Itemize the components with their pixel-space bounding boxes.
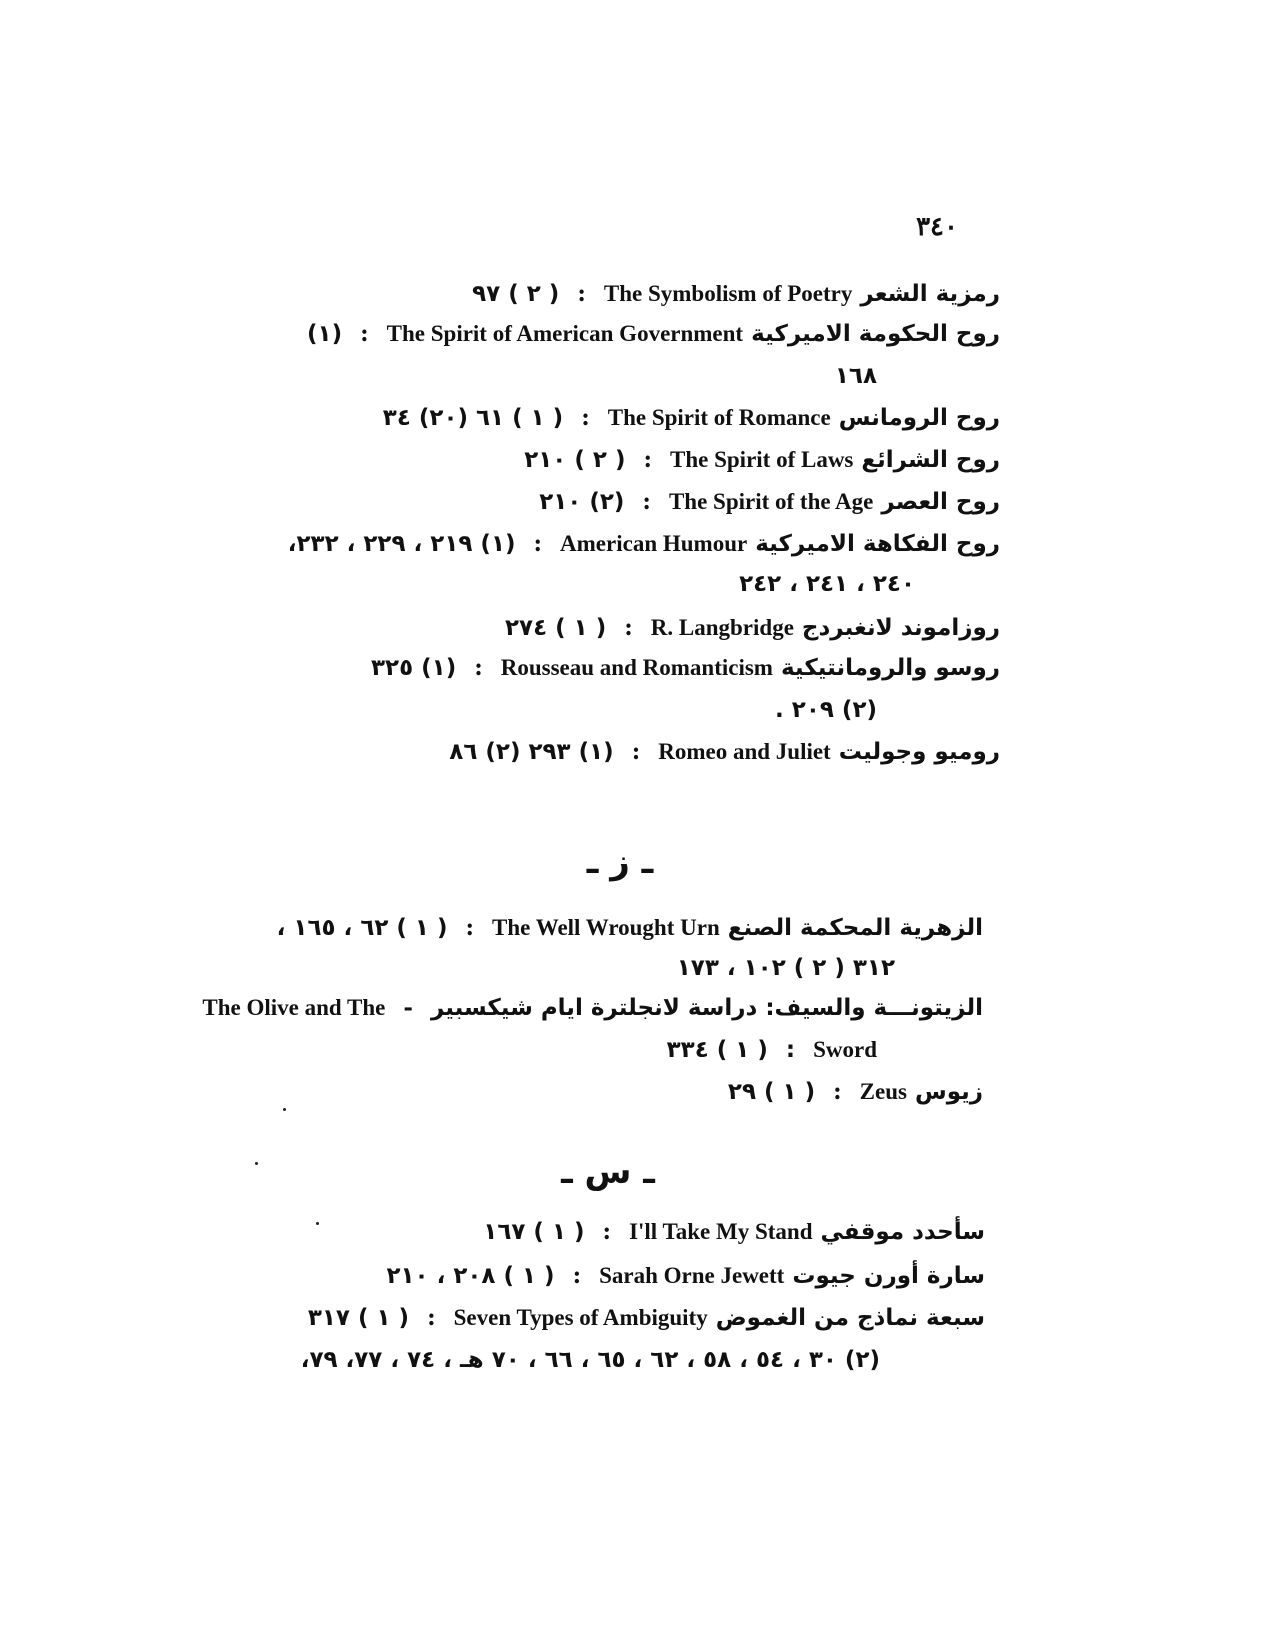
index-entry [277, 912, 983, 944]
entry-refs: (١) ٣٢٥ [371, 655, 457, 681]
index-entry [202, 992, 983, 1024]
entry-continuation: ٢٤٠ ، ٢٤١ ، ٢٤٢ [739, 571, 915, 597]
entry-english: R. Langbridge [650, 615, 794, 640]
colon-separator: : [643, 446, 652, 473]
entry-english: Zeus [859, 1079, 907, 1104]
entry-arabic: روح الفكاهة الاميركية [755, 531, 1000, 557]
entry-english: Seven Types of Ambiguity [453, 1305, 708, 1330]
entry-refs: (١) [307, 321, 343, 347]
colon-separator: : [785, 1037, 796, 1063]
index-entry [728, 1076, 983, 1108]
index-entry [307, 318, 1000, 350]
section-heading: ـ ز ـ [586, 842, 654, 882]
print-speck [316, 1222, 319, 1225]
colon-separator: : [360, 320, 369, 347]
index-entry [386, 1260, 985, 1292]
index-entry [524, 444, 1000, 476]
entry-refs: ( ١ ) ٣٣٤ [666, 1037, 768, 1063]
entry-english: American Humour [560, 531, 748, 556]
entry-english: The Spirit of the Age [668, 489, 874, 514]
entry-refs: ( ٢ ) ٢١٠ [524, 447, 626, 473]
colon-separator: : [577, 280, 586, 307]
entry-refs: ( ١ ) ٢٠٨ ، ٢١٠ [386, 1263, 555, 1289]
entry-continuation [667, 1034, 877, 1066]
entry-refs: ( ١ ) ١٦٧ [483, 1219, 585, 1245]
entry-refs: ( ١ ) ٦٢ ، ١٦٥ ، [276, 915, 448, 941]
entry-refs: ( ١ ) ٢٩ [727, 1079, 816, 1105]
entry-continuation: ١٦٨ [834, 363, 877, 389]
entry-arabic: سبعة نماذج من الغموض [715, 1305, 985, 1331]
entry-arabic: الزهرية المحكمة الصنع [727, 915, 983, 941]
entry-arabic: رمزية الشعر [860, 281, 1000, 307]
entry-continuation: (٢) ٣٠ ، ٥٤ ، ٥٨ ، ٦٢ ، ٦٥ ، ٦٦ ، ٧٠ هـ ، ٧٤ ، ٧٧، ٧٩، [300, 1347, 880, 1373]
colon-separator: : [642, 488, 651, 515]
entry-refs: (١) ٢٩٣ (٢) ٨٦ [449, 739, 614, 765]
entry-english: The Well Wrought Urn [492, 915, 720, 940]
index-entry [383, 402, 1000, 434]
index-entry [472, 278, 1000, 310]
entry-refs: ( ١ ) ٦١ (٢٠) ٣٤ [382, 405, 564, 431]
entry-arabic: روح الرومانس [838, 405, 1000, 431]
print-speck [283, 1108, 286, 1111]
index-entry [449, 736, 1000, 768]
entry-english: I'll Take My Stand [629, 1219, 813, 1244]
page-number: ٣٤٠ [916, 212, 958, 242]
entry-english: The Spirit of Romance [607, 405, 831, 430]
entry-english: Sarah Orne Jewett [599, 1263, 785, 1288]
entry-continuation: (٢) ٢٠٩ . [775, 697, 877, 723]
colon-separator: : [833, 1078, 842, 1105]
entry-arabic: سارة أورن جيوت [792, 1263, 985, 1289]
entry-arabic: روميو وجوليت [838, 739, 1000, 765]
dash-separator: - [403, 994, 413, 1021]
colon-separator: : [427, 1304, 436, 1331]
index-entry [483, 1216, 985, 1248]
colon-separator: : [474, 654, 483, 681]
index-entry [308, 1302, 985, 1334]
entry-english: Rousseau and Romanticism [500, 655, 773, 680]
entry-arabic: روزاموند لانغبردج [801, 615, 1000, 641]
print-speck [255, 1162, 258, 1165]
entry-english: The Spirit of Laws [670, 447, 854, 472]
entry-arabic: روح الحكومة الاميركية [751, 321, 1000, 347]
entry-continuation: ٣١٢ ( ٢ ) ١٠٢ ، ١٧٣ [676, 955, 895, 981]
entry-arabic: روح الشرائع [861, 447, 1000, 473]
entry-refs: ( ٢ ) ٩٧ [472, 281, 560, 307]
index-entry [288, 528, 1000, 560]
entry-arabic: روسو والرومانتيكية [780, 655, 1000, 681]
colon-separator: : [602, 1218, 612, 1245]
index-entry [505, 612, 1000, 644]
entry-english: The Spirit of American Government [386, 321, 744, 346]
colon-separator: : [572, 1262, 582, 1289]
entry-english: Romeo and Juliet [658, 739, 831, 764]
entry-arabic: روح العصر [881, 489, 1000, 515]
entry-arabic: سأحدد موقفي [820, 1219, 985, 1245]
entry-arabic: الزيتونـــة والسيف: دراسة لانجلترة ايام شيكسبير [430, 995, 983, 1021]
entry-refs: (٢) ٢١٠ [539, 489, 625, 515]
entry-english-continuation: Sword [813, 1037, 877, 1062]
colon-separator: : [533, 530, 543, 557]
section-heading: ـ س ـ [561, 1152, 655, 1192]
entry-english: The Symbolism of Poetry [603, 281, 853, 306]
entry-arabic: زيوس [914, 1079, 983, 1105]
entry-refs: ( ١ ) ٣١٧ [307, 1305, 410, 1331]
colon-separator: : [581, 404, 590, 431]
index-entry [539, 486, 1000, 518]
colon-separator: : [624, 614, 633, 641]
entry-english: The Olive and The [202, 995, 386, 1020]
colon-separator: : [465, 914, 475, 941]
entry-refs: ( ١ ) ٢٧٤ [505, 615, 607, 641]
entry-refs: (١) ٢١٩ ، ٢٢٩ ، ٢٣٢، [287, 531, 516, 557]
index-entry [371, 652, 1000, 684]
colon-separator: : [631, 738, 641, 765]
